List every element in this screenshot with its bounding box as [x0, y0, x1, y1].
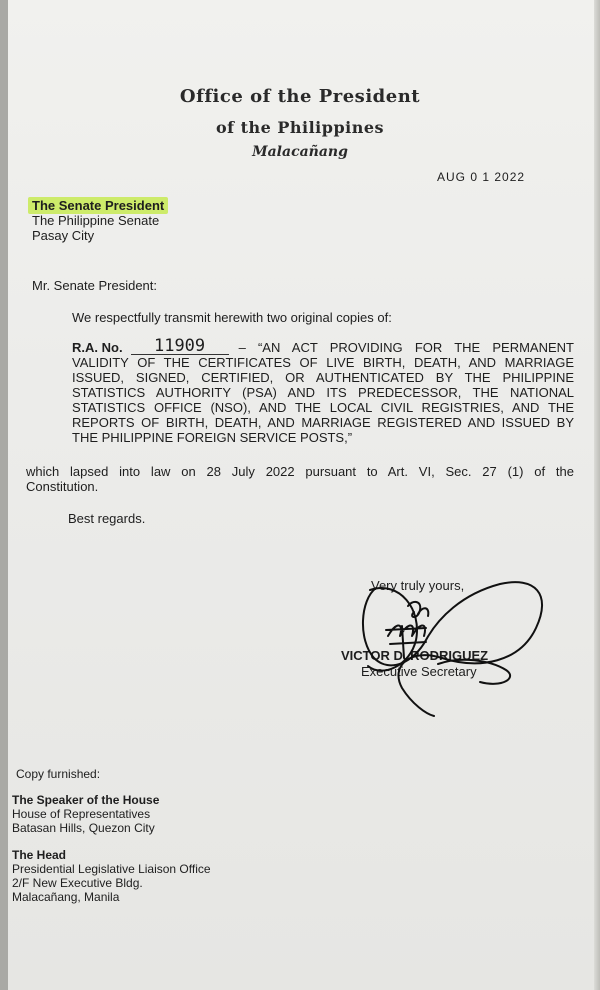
- act-title-line-6: THE PHILIPPINE FOREIGN SERVICE POSTS,”: [72, 430, 353, 445]
- act-first-line: [72, 338, 574, 355]
- recipient-block: [32, 198, 168, 243]
- copy-recipient-title: The Head: [12, 848, 67, 862]
- lapsed-paragraph: [26, 464, 574, 494]
- handwritten-signature: [330, 570, 560, 720]
- lapsed-line-2: Constitution.: [26, 479, 99, 494]
- letterhead-location: Malacañang: [252, 144, 348, 160]
- letterhead-office: Office of the President: [179, 86, 421, 107]
- copy-recipient-line: 2/F New Executive Bldg.: [12, 876, 143, 890]
- copy-recipient-line: Batasan Hills, Quezon City: [12, 821, 155, 835]
- closing: Best regards.: [68, 511, 146, 526]
- copy-recipient-speaker: [12, 793, 159, 835]
- act-label: R.A. No.: [72, 340, 123, 355]
- date-stamp: AUG 0 1 2022: [437, 170, 526, 184]
- copy-recipient-line: House of Representatives: [12, 807, 151, 821]
- recipient-line-3: Pasay City: [32, 228, 95, 243]
- intro-text: We respectfully transmit herewith two original copies of:: [72, 310, 392, 325]
- act-title-line-1: VALIDITY OF THE CERTIFICATES OF LIVE BIRTH, DEATH, AND MARRIAGE: [72, 355, 574, 370]
- act-title-line-4: STATISTICS OFFICE (NSO), AND THE LOCAL CIVIL REGISTRIES, AND THE: [72, 400, 574, 415]
- act-block: [72, 338, 574, 445]
- copy-recipient-line: Presidential Legislative Liaison Office: [12, 862, 211, 876]
- letterhead-country: of the Philippines: [215, 118, 385, 137]
- recipient-line-2: The Philippine Senate: [32, 213, 160, 228]
- copy-recipient-line: Malacañang, Manila: [12, 890, 120, 904]
- act-title-line-3: STATISTICS AUTHORITY (PSA) AND ITS PREDECESSOR, THE NATIONAL: [72, 385, 574, 400]
- copy-recipient-title: The Speaker of the House: [12, 793, 160, 807]
- act-title-line-2: ISSUED, SIGNED, CERTIFIED, OR AUTHENTICATED BY THE PHILIPPINE: [72, 370, 574, 385]
- act-number: 11909: [131, 338, 229, 355]
- lapsed-line-1: which lapsed into law on 28 July 2022 pursuant to Art. VI, Sec. 27 (1) of the: [26, 464, 574, 479]
- copy-furnished-label: Copy furnished:: [16, 767, 101, 781]
- recipient-title: The Senate President: [28, 197, 168, 214]
- salutation: Mr. Senate President:: [32, 278, 158, 293]
- signatory-name: VICTOR D. RODRIGUEZ: [341, 648, 489, 663]
- act-title-line-5: REPORTS OF BIRTH, DEATH, AND MARRIAGE REGISTERED AND ISSUED BY: [72, 415, 574, 430]
- act-title-line-0: – “AN ACT PROVIDING FOR THE PERMANENT: [238, 340, 574, 355]
- signatory-position: Executive Secretary: [361, 664, 477, 679]
- copy-recipient-pllo: [12, 848, 211, 904]
- valediction: Very truly yours,: [371, 578, 465, 593]
